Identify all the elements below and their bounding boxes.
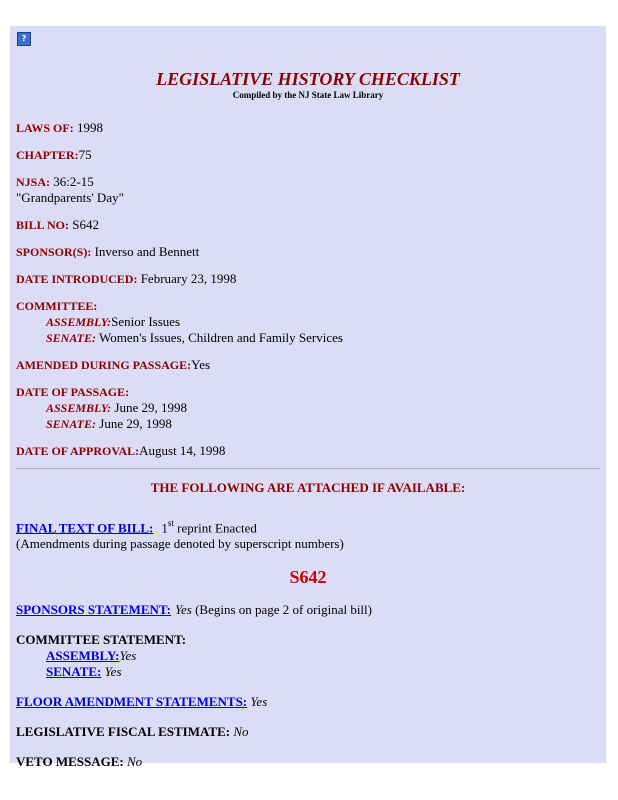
amended-row bbox=[16, 357, 600, 373]
laws-of-row bbox=[16, 120, 600, 136]
passage-senate-value: June 29, 1998 bbox=[96, 416, 172, 431]
floor-amendment-row bbox=[16, 694, 600, 710]
committee-statement-block bbox=[16, 632, 600, 680]
committee-block bbox=[16, 298, 600, 346]
fiscal-estimate-label: LEGISLATIVE FISCAL ESTIMATE: bbox=[16, 724, 231, 740]
attached-heading: THE FOLLOWING ARE ATTACHED IF AVAILABLE: bbox=[150, 480, 466, 495]
sponsors-label: SPONSOR(S): bbox=[16, 245, 92, 259]
veto-message-value: No bbox=[123, 754, 143, 770]
date-of-approval-row bbox=[16, 443, 600, 459]
bill-no-value: S642 bbox=[69, 217, 99, 232]
sponsors-value: Inverso and Bennett bbox=[91, 244, 200, 259]
committee-statement-senate-row bbox=[16, 664, 600, 680]
date-of-passage-label: DATE OF PASSAGE: bbox=[16, 385, 130, 399]
floor-amendment-value: Yes bbox=[247, 694, 268, 710]
chapter-label: CHAPTER: bbox=[16, 148, 79, 162]
date-introduced-row bbox=[16, 271, 600, 287]
committee-statement-assembly-value: Yes bbox=[119, 648, 137, 664]
veto-message-label: VETO MESSAGE: bbox=[16, 754, 124, 770]
njsa-value: 36:2-15 bbox=[50, 174, 94, 189]
njsa-row bbox=[16, 174, 600, 206]
final-text-pre: 1 bbox=[161, 520, 168, 536]
njsa-label: NJSA: bbox=[16, 175, 51, 189]
sponsors-statement-link[interactable]: SPONSORS STATEMENT: bbox=[16, 602, 171, 618]
page-title: LEGISLATIVE HISTORY CHECKLIST bbox=[156, 69, 460, 89]
committee-senate-value: Women's Issues, Children and Family Services bbox=[96, 330, 343, 345]
passage-assembly-value: June 29, 1998 bbox=[111, 400, 187, 415]
amended-label: AMENDED DURING PASSAGE: bbox=[16, 358, 192, 372]
njsa-note: "Grandparents' Day" bbox=[16, 190, 124, 205]
committee-statement-label: COMMITTEE STATEMENT: bbox=[16, 632, 187, 648]
help-icon[interactable]: ? bbox=[17, 32, 31, 46]
date-of-approval-value: August 14, 1998 bbox=[139, 443, 226, 458]
sponsors-statement-value: Yes bbox=[174, 602, 192, 618]
committee-label: COMMITTEE: bbox=[16, 299, 98, 313]
date-of-passage-block bbox=[16, 384, 600, 432]
laws-of-value: 1998 bbox=[73, 120, 103, 135]
committee-senate-row bbox=[16, 330, 600, 346]
passage-assembly-label: ASSEMBLY: bbox=[46, 401, 112, 415]
bill-no-row bbox=[16, 217, 600, 233]
floor-amendment-link[interactable]: FLOOR AMENDMENT STATEMENTS: bbox=[16, 694, 248, 710]
passage-senate-label: SENATE: bbox=[46, 417, 97, 431]
committee-assembly-label: ASSEMBLY: bbox=[46, 315, 112, 329]
date-introduced-value: February 23, 1998 bbox=[137, 271, 237, 286]
final-text-note: (Amendments during passage denoted by superscript numbers) bbox=[16, 536, 344, 552]
sponsors-statement-row bbox=[16, 602, 600, 618]
committee-assembly-row bbox=[16, 314, 600, 330]
chapter-row bbox=[16, 147, 600, 163]
final-text-link[interactable]: FINAL TEXT OF BILL: bbox=[16, 520, 154, 536]
chapter-value: 75 bbox=[78, 147, 92, 162]
bill-number-heading: S642 bbox=[289, 567, 327, 588]
committee-statement-senate-value: Yes bbox=[101, 664, 122, 680]
date-of-approval-label: DATE OF APPROVAL: bbox=[16, 444, 140, 458]
document-page bbox=[10, 26, 606, 770]
amended-value: Yes bbox=[191, 357, 211, 372]
committee-statement-assembly-row bbox=[16, 648, 600, 664]
passage-assembly-row bbox=[16, 400, 600, 416]
committee-assembly-value: Senior Issues bbox=[111, 314, 181, 329]
passage-senate-row bbox=[16, 416, 600, 432]
laws-of-label: LAWS OF: bbox=[16, 121, 74, 135]
fiscal-estimate-row bbox=[16, 724, 600, 740]
fiscal-estimate-value: No bbox=[230, 724, 249, 740]
final-text-sup: st bbox=[167, 518, 174, 528]
committee-statement-senate-link[interactable]: SENATE: bbox=[46, 664, 102, 680]
divider bbox=[16, 468, 600, 469]
sponsors-row bbox=[16, 244, 600, 260]
veto-message-row bbox=[16, 754, 600, 770]
bill-no-label: BILL NO: bbox=[16, 218, 70, 232]
date-introduced-label: DATE INTRODUCED: bbox=[16, 272, 138, 286]
compiled-by: Compiled by the NJ State Law Library bbox=[232, 90, 384, 100]
committee-statement-assembly-link[interactable]: ASSEMBLY: bbox=[46, 648, 120, 664]
final-text-post: reprint Enacted bbox=[173, 520, 257, 536]
committee-senate-label: SENATE: bbox=[46, 331, 97, 345]
final-text-row bbox=[16, 515, 600, 552]
sponsors-statement-note: (Begins on page 2 of original bill) bbox=[191, 602, 372, 618]
